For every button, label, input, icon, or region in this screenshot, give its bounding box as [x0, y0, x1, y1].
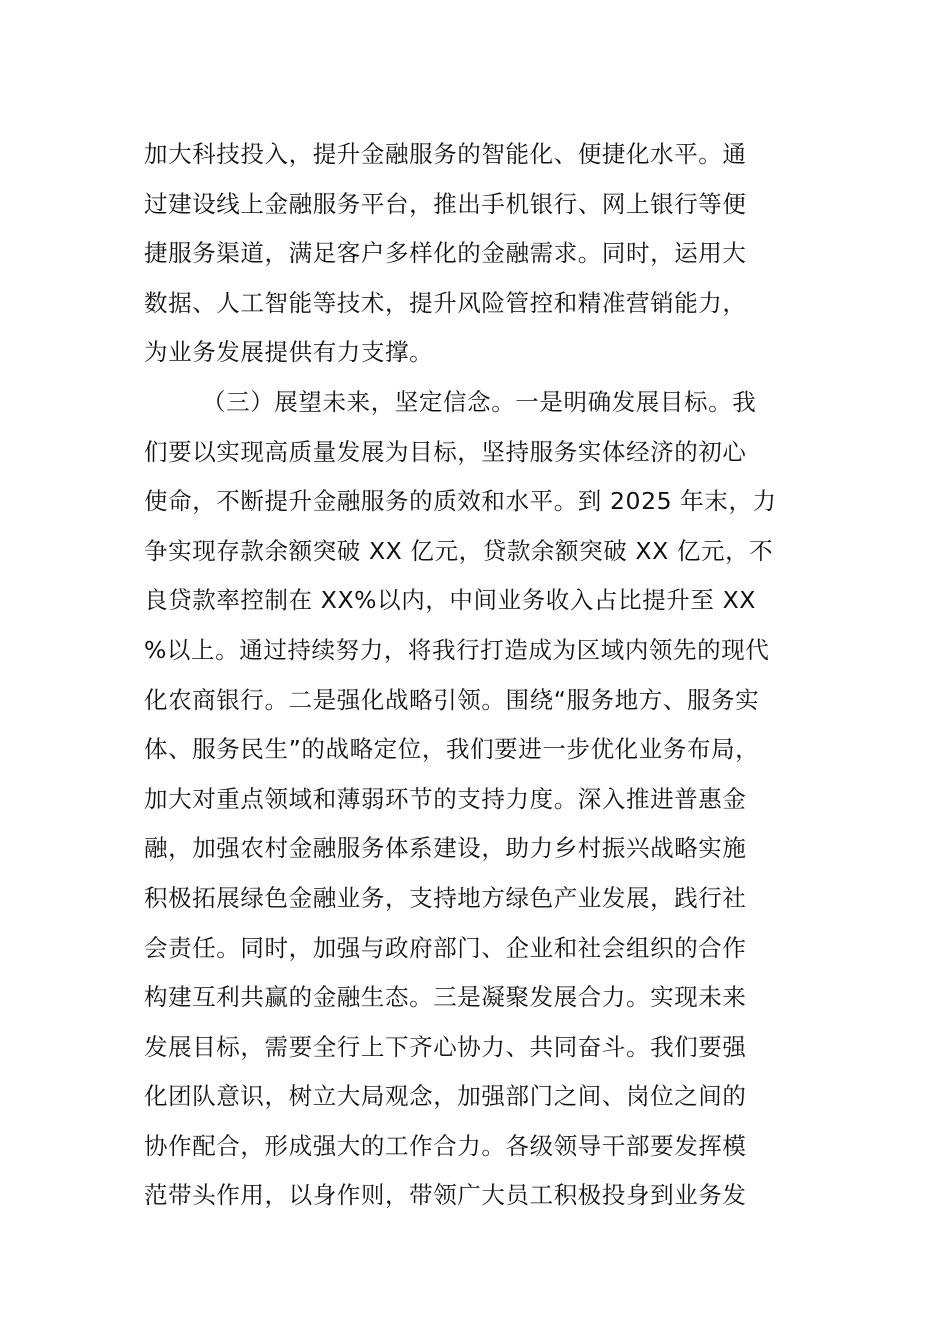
text-line: 数据、人工智能等技术，提升风险管控和精准营销能力， — [144, 288, 747, 317]
text-line: 良贷款率控制在 XX%以内，中间业务收入占比提升至 XX — [144, 586, 756, 615]
text-line: 争实现存款余额突破 XX 亿元，贷款余额突破 XX 亿元，不 — [144, 536, 774, 565]
text-line: 捷服务渠道，满足客户多样化的金融需求。同时，运用大 — [144, 239, 747, 268]
text-line: 发展目标，需要全行上下齐心协力、共同奋斗。我们要强 — [144, 1032, 747, 1061]
text-line: 构建互利共赢的金融生态。三是凝聚发展合力。实现未来 — [144, 983, 747, 1012]
text-line: %以上。通过持续努力，将我行打造成为区域内领先的现代 — [144, 635, 770, 664]
text-line: 范带头作用，以身作则，带领广大员工积极投身到业务发 — [144, 1181, 747, 1210]
text-line: 们要以实现高质量发展为目标，坚持服务实体经济的初心 — [144, 437, 747, 466]
text-line: 积极拓展绿色金融业务，支持地方绿色产业发展，践行社 — [144, 883, 747, 912]
text-line: 过建设线上金融服务平台，推出手机银行、网上银行等便 — [144, 189, 747, 218]
section-heading-line: （三）展望未来，坚定信念。一是明确发展目标。我 — [202, 387, 757, 416]
text-line: 加大对重点领域和薄弱环节的支持力度。深入推进普惠金 — [144, 784, 747, 813]
text-line: 加大科技投入，提升金融服务的智能化、便捷化水平。通 — [144, 140, 747, 168]
text-line: 化农商银行。二是强化战略引领。围绕“服务地方、服务实 — [144, 685, 760, 714]
body-text — [144, 130, 814, 1221]
text-line: 会责任。同时，加强与政府部门、企业和社会组织的合作 — [144, 933, 747, 962]
text-line: 为业务发展提供有力支撑。 — [144, 338, 434, 367]
text-line: 融，加强农村金融服务体系建设，助力乡村振兴战略实施 — [144, 834, 747, 863]
text-line: 化团队意识，树立大局观念，加强部门之间、岗位之间的 — [144, 1082, 747, 1111]
text-line: 使命，不断提升金融服务的质效和水平。到 2025 年末，力 — [144, 487, 777, 516]
text-line: 体、服务民生”的战略定位，我们要进一步优化业务布局， — [144, 735, 760, 764]
text-line: 协作配合，形成强大的工作合力。各级领导干部要发挥模 — [144, 1131, 747, 1160]
